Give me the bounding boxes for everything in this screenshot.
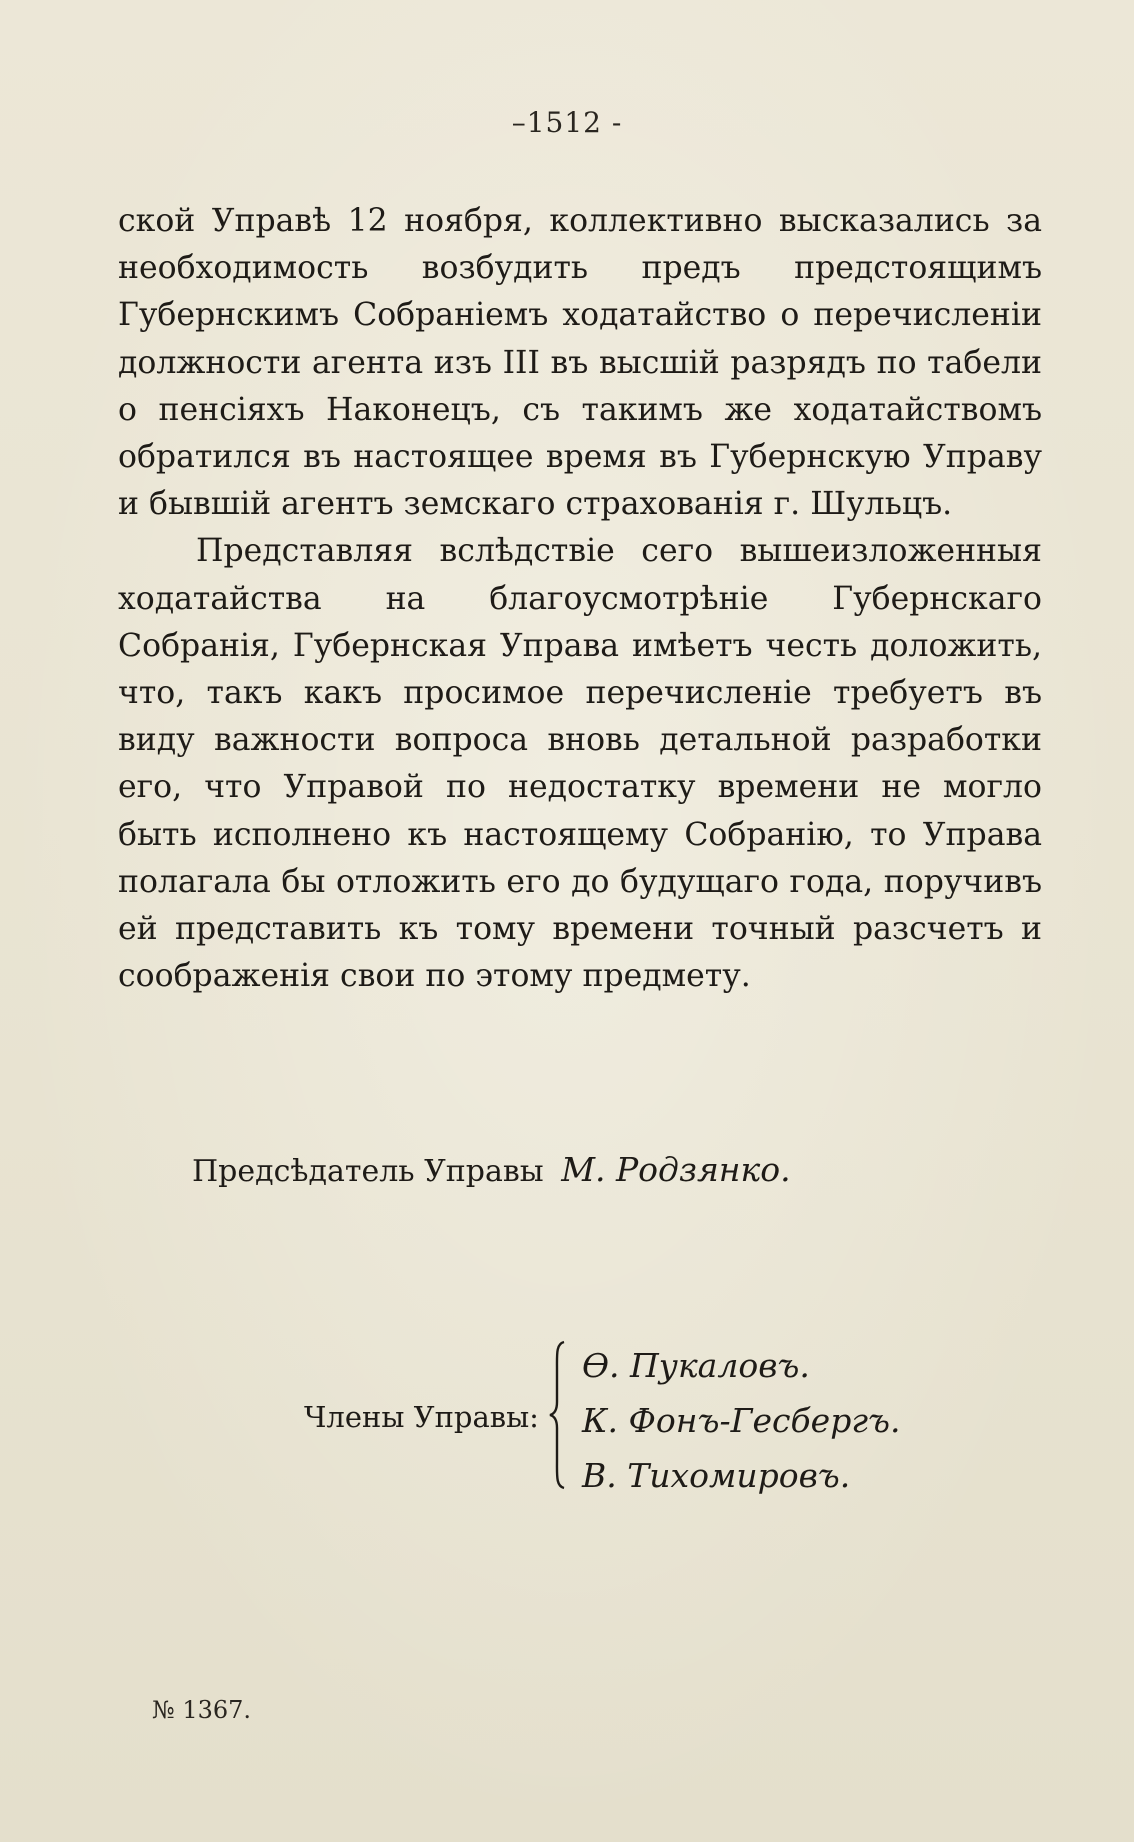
member-name: К. Фонъ-Гесбергъ. (582, 1401, 901, 1440)
page-number: –1512 - (511, 106, 623, 139)
members-list (582, 1338, 900, 1503)
paragraph-2: Представляя вслѣдствіе сего вышеизложенныя ходатайства на благоусмотрѣніе Губернскаго Собранія, Губернская Управа имѣетъ честь доложить, что, такъ какъ просимое перечисленіе требуетъ въ виду важности вопроса вновь детальной разработки его, что Управой по недостатку времени не могло быть исполнено къ настоящему Собранію, то Управа полагала бы отложить его до будущаго года, поручивъ ей представить къ тому времени точный разсчетъ и соображенія свои по этому предмету. (118, 533, 1042, 995)
report-body (118, 198, 1042, 1000)
document-number: № 1367. (152, 1696, 252, 1724)
member-name: Ѳ. Пукаловъ. (582, 1346, 810, 1385)
chairman-name: М. Родзянко. (561, 1150, 791, 1189)
chairman-signature-line (192, 1150, 791, 1189)
paragraph-1: ской Управѣ 12 ноября, коллективно высказались за необходимость возбудить предъ предстоящимъ Губернскимъ Собраніемъ ходатайство о перечисленіи должности агента изъ III въ высшій разрядъ по табели о пенсіяхъ Наконецъ, съ такимъ же ходатайствомъ обратился въ настоящее время въ Губернскую Управу и бывшій агентъ земскаго страхованія г. Шульцъ. (118, 203, 1042, 523)
member-name: В. Тихомировъ. (582, 1456, 851, 1495)
chairman-title: Предсѣдатель Управы (192, 1154, 544, 1189)
members-label: Члены Управы: (304, 1400, 539, 1434)
curly-brace-icon (548, 1340, 568, 1490)
